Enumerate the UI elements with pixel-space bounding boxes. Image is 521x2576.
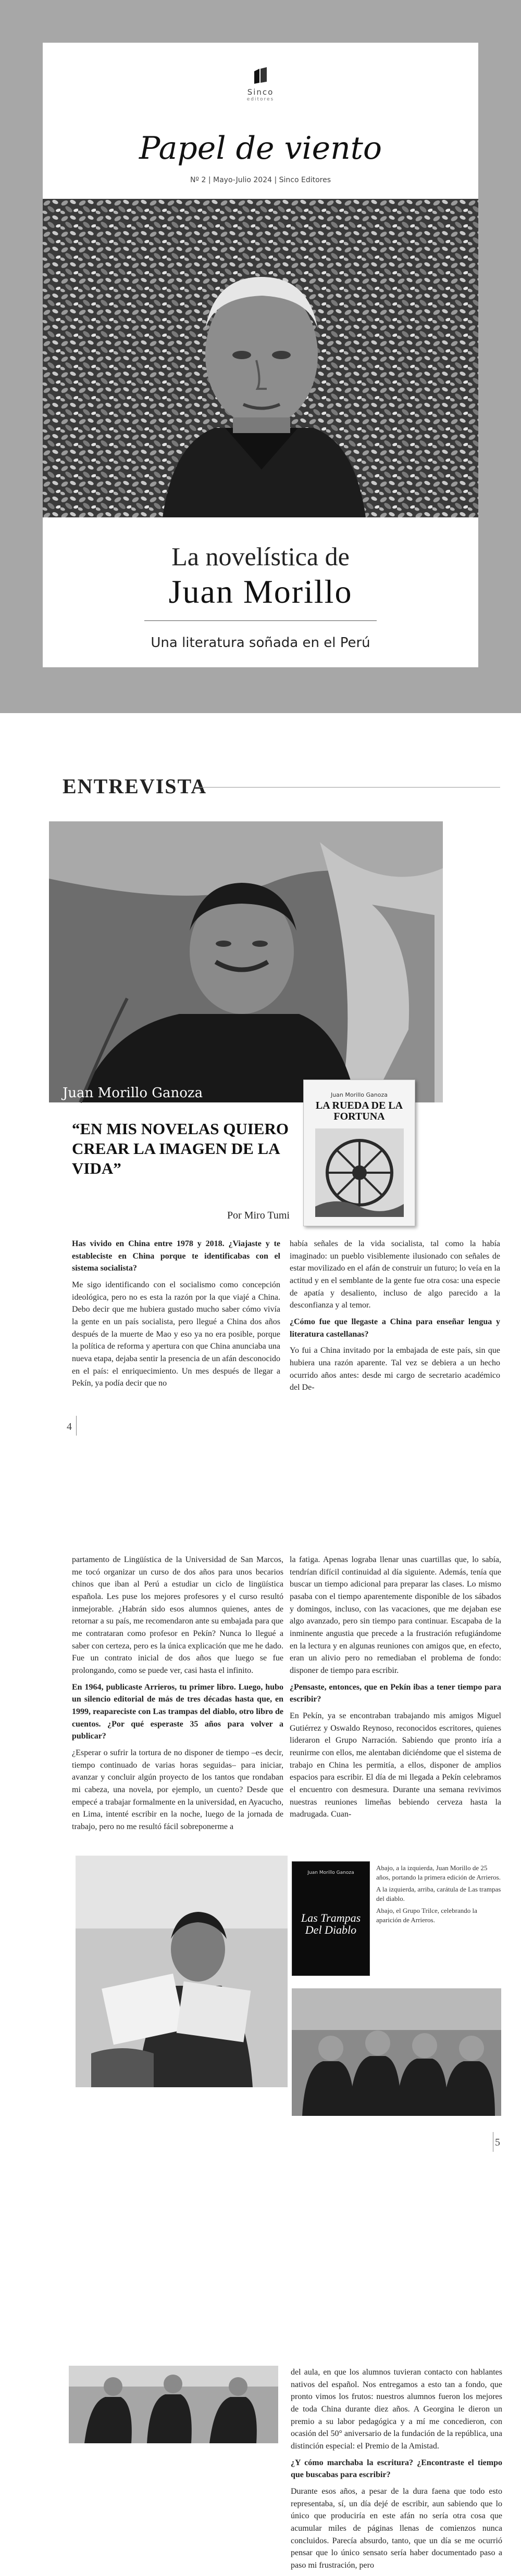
portrait-image <box>43 199 478 517</box>
page-number-rule <box>76 1416 77 1436</box>
photo-dancers <box>69 2366 278 2443</box>
publisher-logo <box>43 67 478 102</box>
byline: Por Miro Tumi <box>227 1210 290 1221</box>
question-2: ¿Cómo fue que llegaste a China para enseñar lengua y literatura castellanas? <box>290 1317 500 1339</box>
cover-author-name: Juan Morillo <box>168 573 353 610</box>
caption-2: A la izquierda, arriba, carátula de Las trampas del diablo. <box>376 1885 501 1903</box>
page5-column-left <box>72 1554 283 1837</box>
answer-3-continued: la fatiga. Apenas lograba llenar unas cuartillas que, lo sabía, tendrían difícil continuidad al día siguiente. Además, tenía que buscar un tiempo adicional para preparar las clases. Lo mismo pasaba con el tiempo aparentemente disponible de los sábados y domingos, incluso, con las vacaciones, que me dejaban ese algo avanzado, pero sin tiempo para continuar. Escapaba de la inminente angustia que precede a la frustración refugiándome en la lectura y en algunas reuniones con amigos que, en efecto, eran un alivio pero no remediaban el problema de fondo: disponer de tiempo para escribir. <box>290 1555 501 1676</box>
page5-column-right <box>290 1554 501 1825</box>
photo-grupo-trilce <box>292 1988 501 2116</box>
group-photo-image <box>292 1988 501 2116</box>
caption-1: Abajo, a la izquierda, Juan Morillo de 25 años, portando la primera edición de Arrieros. <box>376 1864 501 1882</box>
photo-young-author-reading <box>76 1856 288 2087</box>
book-cover-las-trampas <box>292 1861 370 1976</box>
cover-frame <box>0 0 521 713</box>
question-4: ¿Pensaste, entonces, que en Pekín ibas a tener tiempo para escribir? <box>290 1682 501 1704</box>
question-1: Has vivido en China entre 1978 y 2018. ¿Viajaste y te estableciste en China porque te identificabas con el sistema socialista? <box>72 1239 280 1273</box>
page4-column-right <box>290 1238 500 1398</box>
question-5: ¿Y cómo marchaba la escritura? ¿Encontraste el tiempo que buscabas para escribir? <box>291 2458 502 2480</box>
book-author: Juan Morillo Ganoza <box>330 1092 388 1098</box>
answer-2: Yo fui a China invitado por la embajada de este país, sin que hubiera una razón aparente. Tal vez se debiera a un hecho ocurrido años antes: desde mi cargo de secretario académico del De- <box>290 1346 500 1392</box>
book2-author: Juan Morillo Ganoza <box>307 1870 354 1875</box>
interview-hero-photo <box>49 821 443 1102</box>
publisher-sub: editores <box>246 97 275 102</box>
book2-title: Las Trampas Del Diablo <box>301 1911 361 1937</box>
book-cover-la-rueda <box>303 1080 415 1226</box>
pull-quote: “EN MIS NOVELAS QUIERO CREAR LA IMAGEN DE LA VIDA” <box>72 1120 289 1177</box>
book-cover-art <box>315 1128 404 1217</box>
photo-caption <box>376 1863 501 1927</box>
answer-5-context: del aula, en que los alumnos tuvieran contacto con hablantes nativos del español. Nos entregamos a esto tan a fondo, que pronto vimos los frutos: nuestros alumnos fueron los mejores de toda China durante diez años. A Georgina le dieron un premio a su labor pedagógica y a mí me concedieron, con ocasión del 50° aniversario de la fundación de la república, una distinción especial: el Premio de la Amistad. <box>291 2368 502 2451</box>
section-divider <box>195 787 500 788</box>
page-number-4: 4 <box>67 1421 72 1432</box>
page4-column-left <box>72 1238 280 1394</box>
answer-5: Durante esos años, a pesar de la dura faena que todo esto representaba, sí, un día dejé de escribir, aun sabiendo que lo único que produciría en este afán no sería otra cosa que acumular miles de páginas llenas de comienzos nunca concluidos. Parecía absurdo, tanto, que un día se me ocurrió pensar que lo único sensato sería haber documentado paso a paso mi frustración, pero <box>291 2487 502 2570</box>
answer-4: En Pekín, ya se encontraban trabajando mis amigos Miguel Gutiérrez y Oswaldo Reynoso, reconocidos escritores, quienes lideraron el Grupo Narración. Sabiendo que pronto iría a reunirme con ellos, me alentaban diciéndome que el sistema de trabajo en China les permitía, a ellos, disponer de amplios espacios para escribir. El día de mi llegada a Pekín celebramos el encuentro con desmesura. Durante una semana revivimos nuestras reuniones limeñas bebiendo cerveza hasta la madrugada. Cuan- <box>290 1711 501 1819</box>
cover-divider <box>144 620 377 621</box>
hero-caption: Juan Morillo Ganoza <box>63 1085 203 1101</box>
book-title: LA RUEDA DE LA FORTUNA <box>315 1100 403 1122</box>
page6-column-right <box>291 2366 502 2576</box>
answer-1: Me sigo identificando con el socialismo como concepción ideológica, pero no es esta la razón por la que viajé a China. Debo decir que me hubiera gustado mucho saber cómo vivía la gente en un país socialista, pero llegué a China dos años después de la muerte de Mao y eso ya no era posible, porque la política de reforma y apertura con que China anunciaba una nueva etapa, dejaba sentir la presencia de un afán desconocido en el país: el enriquecimiento. Un mes después de llegar a Pekín, ya podía decir que no <box>72 1280 280 1388</box>
cover-kicker: La novelística de <box>171 542 350 571</box>
cover-portrait-photo <box>43 199 478 517</box>
section-title: ENTREVISTA <box>63 775 207 798</box>
dancers-photo-image <box>69 2366 278 2443</box>
reading-photo-image <box>76 1856 288 2087</box>
answer-3: ¿Esperar o sufrir la tortura de no disponer de tiempo –es decir, tiempo continuado de varias horas seguidas– para iniciar, avanzar y concluir algún proyecto de los tantos que rondaban mi cabeza, una novela, por ejemplo, un cuento? Desde que empecé a trabajar formalmente en la universidad, en Ayacucho, en Lima, intenté escribir en la noche, luego de la jornada de trabajo, pero no me resultó fácil sobreponerme a <box>72 1748 283 1832</box>
answer-1-continued: había señales de la vida socialista, tal como la había imaginado: un pueblo visiblemente ilusionado con señales de estar movilizado en el afán de construir un futuro; lo veía en la actitud y en el semblante de la gente fue otra cosa: una especie de apatía y desaliento, incluso de algo parecido a la desconfianza y al temor. <box>290 1239 500 1310</box>
cover-subtitle: Una literatura soñada en el Perú <box>151 635 370 651</box>
issue-line: Nº 2 | Mayo-Julio 2024 | Sinco Editores <box>190 176 331 184</box>
page-number-5: 5 <box>495 2137 500 2148</box>
cover-page <box>43 43 478 667</box>
hero-image <box>49 821 443 1102</box>
question-3: En 1964, publicaste Arrieros, tu primer libro. Luego, hubo un silencio editorial de más de tres décadas hasta que, en 1999, reapareciste con Las trampas del diablo, otro libro de cuentos. ¿Por qué esperaste 35 años para volver a publicar? <box>72 1682 283 1741</box>
publisher-name: Sinco <box>247 87 274 97</box>
caption-3: Abajo, el Grupo Trilce, celebrando la aparición de Arrieros. <box>376 1906 477 1924</box>
publisher-logo-icon <box>253 67 268 84</box>
magazine-title: Papel de viento <box>139 130 382 167</box>
answer-2-continued: partamento de Lingüística de la Universidad de San Marcos, me tocó organizar un curso de dos años para unos becarios chinos que iban al Perú a estudiar un ciclo de lingüística española. Les puse los mejores profesores y el curso resultó inmejorable. ¿Habrán sido esos alumnos quienes, antes de retornar a su país, me recomendaron ante su embajada para que me contrataran como profesor en Pekín? Nunca lo llegué a saber con certeza, pero es la única explicación que me he dado. Fue un contrato inicial de dos años que luego se fue prolongando, como se puede ver, casi hasta el infinito. <box>72 1555 283 1676</box>
